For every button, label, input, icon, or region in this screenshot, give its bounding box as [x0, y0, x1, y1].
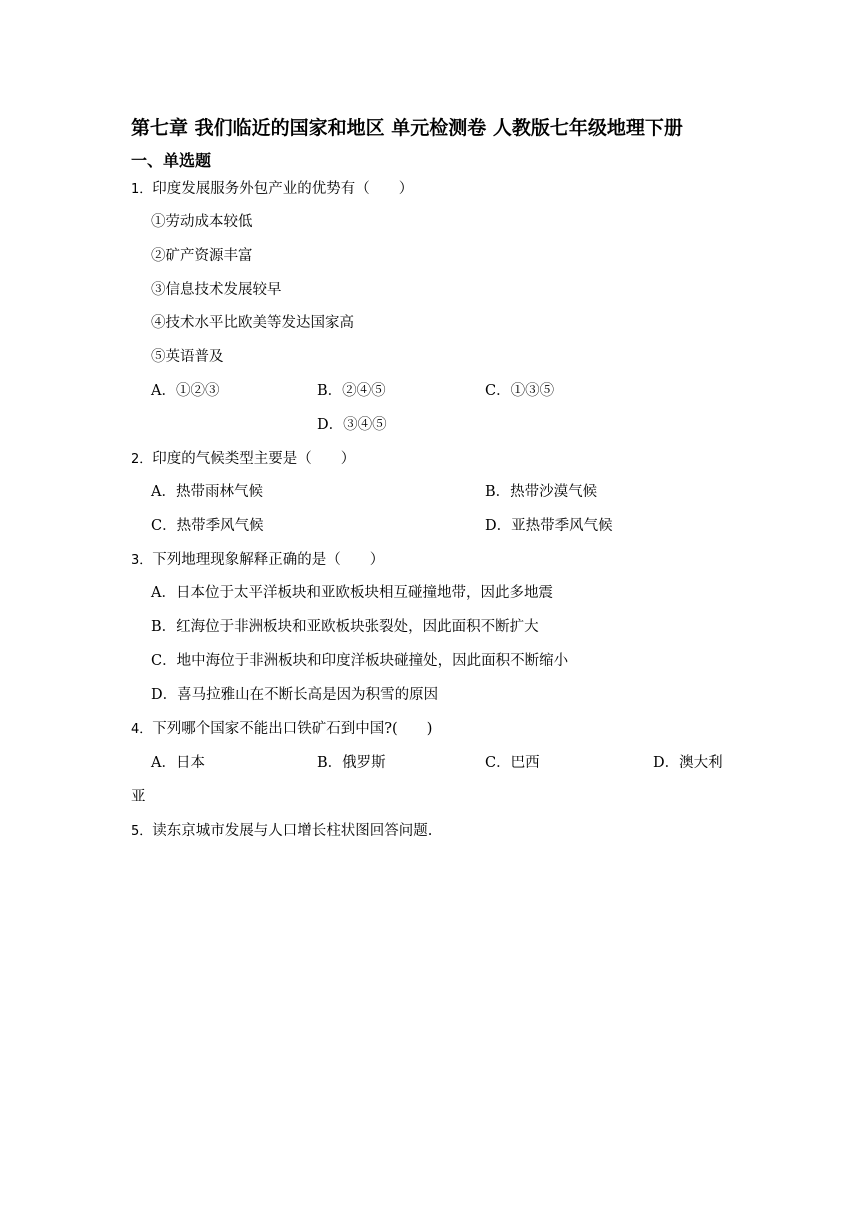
- question-5-stem: [131, 821, 432, 842]
- q1-statement-4: ④技术水平比欧美等发达国家高: [151, 315, 354, 331]
- question-2-number: 2．: [131, 452, 153, 467]
- page-title: 第七章 我们临近的国家和地区 单元检测卷 人教版七年级地理下册: [131, 117, 683, 139]
- q2-option-d: D．亚热带季风气候: [485, 518, 613, 534]
- section-heading: 一、单选题: [131, 151, 212, 170]
- q1-statement-2: ②矿产资源丰富: [151, 248, 253, 264]
- question-3-text: 下列地理现象解释正确的是（ ）: [152, 552, 385, 568]
- question-4-number: 4．: [131, 722, 153, 737]
- question-2-text: 印度的气候类型主要是（ ）: [152, 451, 356, 467]
- question-2-stem: [131, 449, 355, 470]
- q2-option-c: C．热带季风气候: [151, 518, 264, 534]
- q1-statement-5: ⑤英语普及: [151, 349, 224, 365]
- question-5-number: 5．: [131, 824, 153, 839]
- question-1-text: 印度发展服务外包产业的优势有（ ）: [152, 181, 414, 197]
- q1-statement-1: ①劳动成本较低: [151, 214, 253, 230]
- q3-option-c: C．地中海位于非洲板块和印度洋板块碰撞处，因此面积不断缩小: [151, 653, 569, 669]
- q3-option-a: A．日本位于太平洋板块和亚欧板块相互碰撞地带，因此多地震: [151, 585, 553, 601]
- q4-option-b: B．俄罗斯: [317, 755, 386, 771]
- question-3-number: 3．: [131, 553, 153, 568]
- q1-option-a: A．①②③: [151, 383, 220, 399]
- question-4-text: 下列哪个国家不能出口铁矿石到中国?( ): [152, 721, 433, 737]
- q4-option-c: C．巴西: [485, 755, 540, 771]
- question-4-stem: [131, 719, 432, 740]
- question-5-text: 读东京城市发展与人口增长柱状图回答问题.: [152, 823, 433, 839]
- q4-option-d-wrap: 亚: [131, 789, 146, 805]
- q1-statement-3: ③信息技术发展较早: [151, 282, 282, 298]
- q1-option-c: C．①③⑤: [485, 383, 555, 399]
- question-1-number: 1．: [131, 182, 153, 197]
- q2-option-a: A．热带雨林气候: [151, 484, 263, 500]
- q2-option-b: B．热带沙漠气候: [485, 484, 598, 500]
- q3-option-d: D．喜马拉雅山在不断长高是因为积雪的原因: [151, 687, 439, 703]
- q4-option-d: D．澳大利: [653, 755, 723, 771]
- q3-option-b: B．红海位于非洲板块和亚欧板块张裂处，因此面积不断扩大: [151, 619, 539, 635]
- q4-option-a: A．日本: [151, 755, 205, 771]
- question-3-stem: [131, 550, 384, 571]
- question-1-stem: [131, 179, 413, 200]
- q1-option-b: B．②④⑤: [317, 383, 386, 399]
- q1-option-d: D．③④⑤: [317, 417, 387, 433]
